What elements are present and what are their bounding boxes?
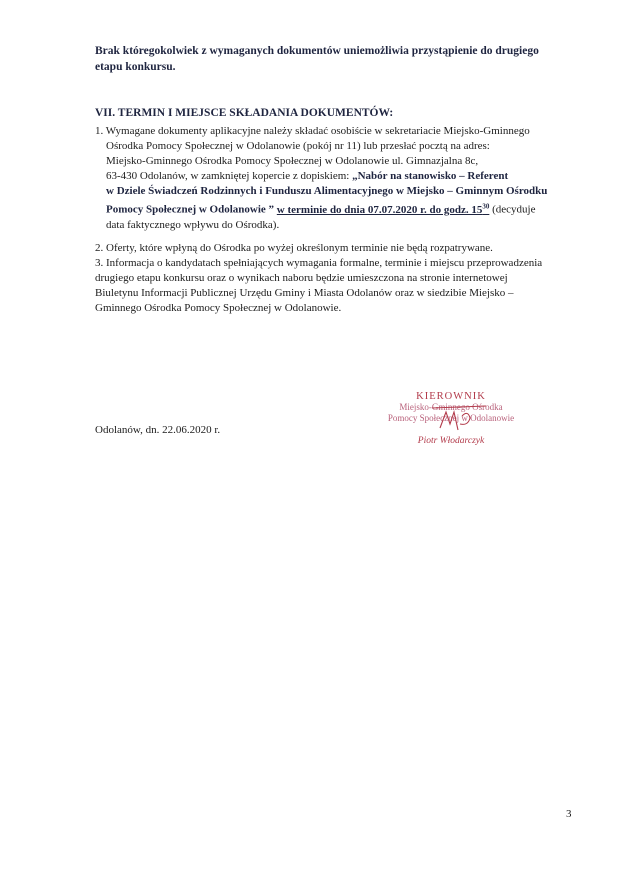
text-span: 63-430 Odolanów, w zamkniętej kopercie z dopiskiem: bbox=[106, 170, 353, 182]
text-line: 1. Wymagane dokumenty aplikacyjne należy składać osobiście w sekretariacie Miejsko-Gminnego bbox=[95, 125, 530, 137]
bold-text: „Nabór na stanowisko – Referent bbox=[352, 170, 509, 182]
intro-line: Brak któregokolwiek z wymaganych dokumentów uniemożliwia przystąpienie do drugiego bbox=[95, 45, 539, 57]
page-number: 3 bbox=[566, 808, 572, 820]
intro-paragraph bbox=[95, 43, 565, 75]
stamp-line: Pomocy Społecznej w Odolanowie bbox=[387, 413, 515, 423]
list-item-1 bbox=[95, 124, 547, 233]
text-line: data faktycznego wpływu do Ośrodka). bbox=[106, 218, 280, 231]
text-line: 2. Oferty, które wpłyną do Ośrodka po wyżej określonym terminie nie będą rozpatrywane. bbox=[95, 242, 493, 254]
deadline-text bbox=[277, 204, 490, 216]
signature-mark bbox=[430, 404, 490, 440]
bold-text-line: w Dziele Świadczeń Rodzinnych i Funduszu Alimentacyjnego w Miejsko – Gminnym Ośrodku bbox=[106, 185, 548, 197]
stamp-line: Miejsko-Gminnego Ośrodka bbox=[399, 402, 503, 412]
list-item-2 bbox=[95, 241, 493, 256]
intro-line: etapu konkursu. bbox=[95, 61, 176, 73]
bold-text: Pomocy Społecznej w Odolanowie ” bbox=[106, 203, 275, 216]
text-line: Ośrodka Pomocy Społecznej w Odolanowie (pokój nr 11) lub przesłać pocztą na adres: bbox=[106, 140, 490, 152]
place-date: Odolanów, dn. 22.06.2020 r. bbox=[95, 424, 221, 436]
text-line: Gminnego Ośrodka Pomocy Społecznej w Odolanowie. bbox=[95, 302, 342, 314]
text-line: drugiego etapu konkursu oraz o wynikach naboru będzie umieszczona na stronie internetowej bbox=[95, 272, 508, 284]
stamp-name: Piotr Włodarczyk bbox=[417, 436, 485, 446]
text-line bbox=[95, 199, 547, 218]
list-item-3 bbox=[95, 256, 542, 316]
stamp-title: KIEROWNIK bbox=[416, 391, 486, 402]
text-line: Biuletynu Informacji Publicznej Urzędu Gminy i Miasta Odolanów oraz w siedzibie Miejsko – bbox=[95, 287, 514, 299]
text-line: 3. Informacja o kandydatach spełniających wymagania formalne, terminie i miejscu przeprowadzenia bbox=[95, 257, 543, 269]
section-heading: VII. TERMIN I MIEJSCE SKŁADANIA DOKUMENTÓW: bbox=[95, 107, 394, 119]
text-line: Miejsko-Gminnego Ośrodka Pomocy Społecznej w Odolanowie ul. Gimnazjalna 8c, bbox=[106, 155, 479, 167]
text-span: (decyduje bbox=[489, 203, 536, 216]
deadline-minutes: 30 bbox=[482, 202, 490, 210]
text-line bbox=[95, 169, 547, 184]
deadline-label: w terminie do dnia 07.07.2020 r. do godz. 15 bbox=[276, 203, 483, 216]
